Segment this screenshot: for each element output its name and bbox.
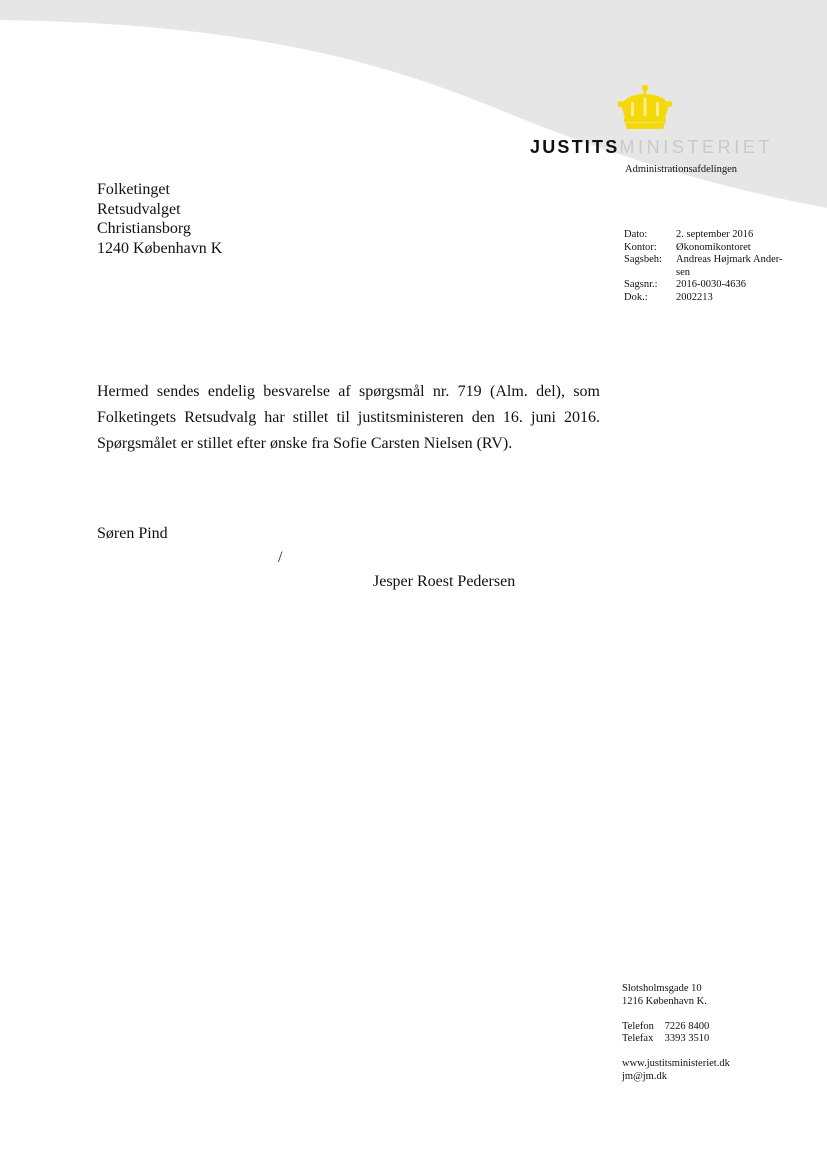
meta-row-handler bbox=[624, 254, 796, 279]
ministry-logo-wordmark bbox=[530, 137, 773, 158]
meta-value: Økonomikontoret bbox=[676, 241, 751, 253]
recipient-line: 1240 København K bbox=[97, 239, 223, 257]
case-metadata bbox=[624, 229, 796, 304]
footer-email-link[interactable]: jm@jm.dk bbox=[622, 1070, 667, 1082]
footer-website-link[interactable]: www.justitsministeriet.dk bbox=[622, 1058, 730, 1069]
meta-label: Sagsnr.: bbox=[624, 279, 658, 290]
meta-label: Kontor: bbox=[624, 241, 657, 253]
meta-value: 2016-0030-4636 bbox=[676, 279, 746, 290]
recipient-line: Christiansborg bbox=[97, 220, 191, 237]
phone-label: Telefon bbox=[622, 1020, 654, 1032]
meta-value: Andreas Højmark Ander-sen bbox=[676, 254, 783, 278]
meta-label: Dok.: bbox=[624, 291, 648, 303]
fax-label: Telefax bbox=[622, 1033, 654, 1044]
footer-phone bbox=[622, 1021, 730, 1034]
meta-row-date bbox=[624, 229, 796, 242]
meta-label: Dato: bbox=[624, 229, 648, 240]
meta-row-document bbox=[624, 292, 796, 305]
logo-bold-part: JUSTITS bbox=[530, 137, 620, 157]
meta-label: Sagsbeh: bbox=[624, 254, 662, 265]
meta-value: 2. september 2016 bbox=[676, 229, 754, 240]
meta-value: 2002213 bbox=[676, 291, 713, 303]
logo-light-part: MINISTERIET bbox=[619, 137, 774, 157]
fax-value: 3393 3510 bbox=[664, 1033, 710, 1044]
signature-slash: / bbox=[278, 549, 283, 566]
footer-fax bbox=[622, 1033, 730, 1046]
recipient-line: Folketinget bbox=[97, 181, 170, 198]
cosigner-name: Jesper Roest Pedersen bbox=[373, 573, 516, 590]
meta-row-case bbox=[624, 279, 796, 292]
department-name: Administrationsafdelingen bbox=[625, 164, 737, 175]
footer-city: 1216 København K. bbox=[622, 995, 707, 1007]
signer-name: Søren Pind bbox=[97, 525, 168, 542]
recipient-address bbox=[97, 180, 222, 258]
letter-body: Hermed sendes endelig besvarelse af spørgsmål nr. 719 (Alm. del), som Folketingets Retsudvalg har stillet til justitsministeren den 16. juni 2016. Spørgsmålet er stillet efter ønske fra Sofie Carsten Nielsen (RV). bbox=[97, 383, 600, 452]
footer-street: Slotsholmsgade 10 bbox=[622, 983, 702, 994]
royal-crown-logo-icon bbox=[617, 84, 673, 130]
recipient-line: Retsudvalget bbox=[97, 200, 181, 218]
meta-row-office bbox=[624, 242, 796, 255]
ministry-contact-footer bbox=[622, 983, 730, 1083]
phone-value: 7226 8400 bbox=[664, 1020, 710, 1032]
